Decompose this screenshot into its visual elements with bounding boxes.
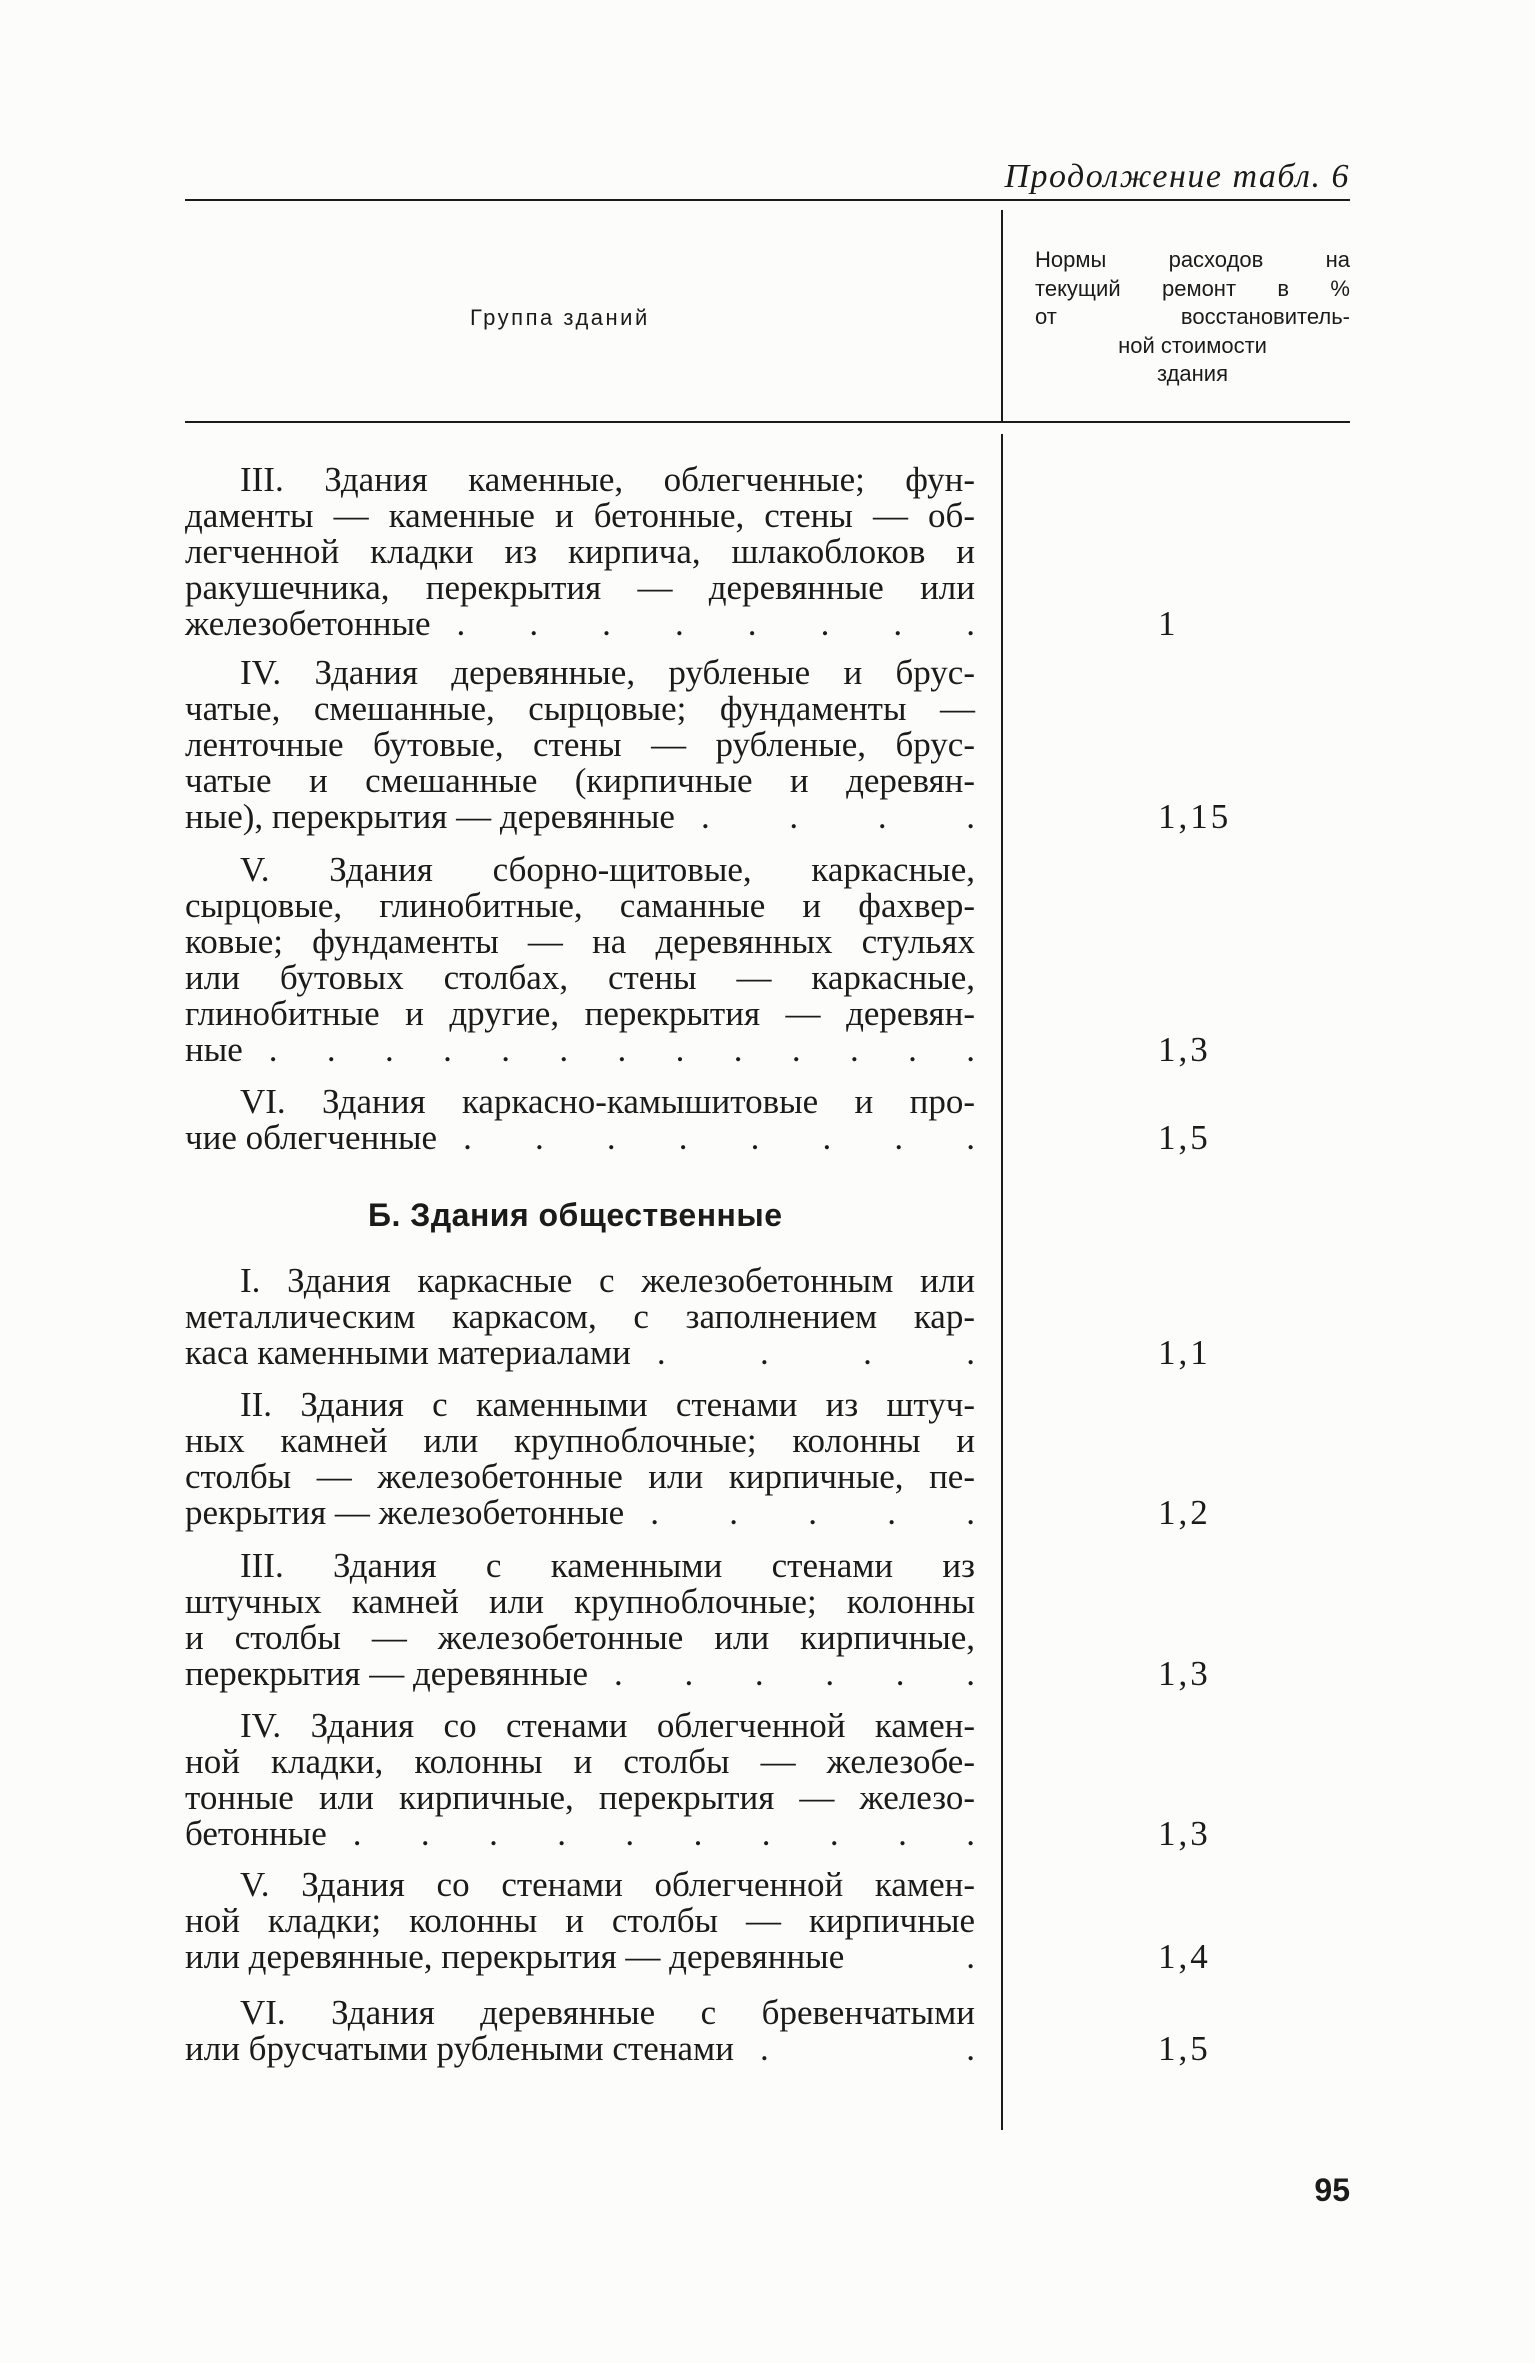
dot-leader: . .	[759, 2029, 975, 2068]
table-row	[185, 1995, 1350, 2067]
building-group-description	[185, 1548, 975, 1692]
description-line: штучных камней или крупноблочные; колонны	[185, 1582, 975, 1621]
description-line: бетонные	[185, 1814, 327, 1853]
repair-norm-value: 1	[1158, 604, 1179, 643]
building-group-description	[185, 1084, 975, 1156]
dot-leader: . . . .	[700, 797, 975, 836]
header-bottom-rule	[185, 421, 1350, 423]
table-row	[185, 462, 1350, 642]
description-line: ной кладки; колонны и столбы — кирпичные	[185, 1901, 975, 1940]
description-line: ной кладки, колонны и столбы — железобе-	[185, 1742, 975, 1781]
building-group-description	[185, 462, 975, 642]
description-line: III. Здания каменные, облегченные; фун-	[240, 460, 975, 499]
description-line: и столбы — железобетонные или кирпичные,	[185, 1618, 975, 1657]
building-group-description	[185, 1263, 975, 1371]
description-line: сырцовые, глинобитные, саманные и фахвер-	[185, 886, 975, 925]
dot-leader: . . . . . . . . . . . . .	[268, 1030, 975, 1069]
description-line: II. Здания с каменными стенами из штуч-	[240, 1385, 975, 1424]
description-line: I. Здания каркасные с железобетонным или	[240, 1261, 975, 1300]
dot-leader: . . . . . . . . . .	[352, 1814, 975, 1853]
column-header-line: здания	[1156, 361, 1229, 386]
table-row	[185, 1548, 1350, 1692]
description-line: IV. Здания деревянные, рубленые и брус-	[240, 653, 975, 692]
description-last-line	[185, 1656, 975, 1692]
description-line: ные), перекрытия — деревянные	[185, 797, 675, 836]
column-header-repair-norms	[1035, 246, 1350, 389]
building-group-description	[185, 1387, 975, 1531]
table-row	[185, 1708, 1350, 1852]
description-last-line	[185, 1120, 975, 1156]
building-group-description	[185, 655, 975, 835]
description-line: столбы — железобетонные или кирпичные, пе-	[185, 1457, 975, 1496]
description-line: металлическим каркасом, с заполнением кар-	[185, 1297, 975, 1336]
repair-norm-value: 1,3	[1158, 1030, 1211, 1069]
table-row	[185, 655, 1350, 835]
repair-norm-value: 1,3	[1158, 1654, 1211, 1693]
column-header-line: от восстановитель-	[1035, 304, 1350, 329]
description-last-line	[185, 1335, 975, 1371]
table-row	[185, 852, 1350, 1068]
table-row	[185, 1387, 1350, 1531]
table-row	[185, 1263, 1350, 1371]
section-heading-public-buildings: Б. Здания общественные	[368, 1197, 783, 1233]
description-line: III. Здания с каменными стенами из	[240, 1546, 975, 1585]
repair-norm-value: 1,5	[1158, 2029, 1211, 2068]
column-header-line: текущий ремонт в %	[1035, 275, 1350, 301]
description-line: ковые; фундаменты — на деревянных стульях	[185, 922, 975, 961]
dot-leader: . . . . . . . .	[463, 1118, 975, 1157]
description-line: глинобитные и другие, перекрытия — деревян-	[185, 994, 975, 1033]
description-line: V. Здания сборно-щитовые, каркасные,	[240, 850, 975, 889]
repair-norm-value: 1,3	[1158, 1814, 1211, 1853]
column-header-line: ной стоимости	[1118, 332, 1267, 358]
description-line: VI. Здания деревянные с бревенчатыми	[240, 1993, 975, 2032]
description-line: ных камней или крупноблочные; колонны и	[185, 1421, 975, 1460]
repair-norm-value: 1,5	[1158, 1118, 1211, 1157]
description-line: V. Здания со стенами облегченной камен-	[240, 1865, 975, 1904]
dot-leader: . . . .	[656, 1333, 975, 1372]
description-line: перекрытия — деревянные	[185, 1654, 588, 1693]
column-header-building-group: Группа зданий	[470, 305, 650, 330]
table-row	[185, 1084, 1350, 1156]
description-line: VI. Здания каркасно-камышитовые и про-	[240, 1082, 975, 1121]
dot-leader: . . . . . .	[614, 1654, 975, 1693]
table-continuation-label: Продолжение табл. 6	[1004, 158, 1350, 195]
building-group-description	[185, 1995, 975, 2067]
column-header-line: Нормы расходов на	[1035, 247, 1350, 272]
description-line: ленточные бутовые, стены — рубленые, брус-	[185, 725, 975, 764]
description-line: чатые, смешанные, сырцовые; фундаменты —	[185, 689, 975, 728]
page-number: 95	[1314, 2172, 1350, 2208]
repair-norm-value: 1,1	[1158, 1333, 1211, 1372]
description-last-line	[185, 799, 975, 835]
building-group-description	[185, 1867, 975, 1975]
description-last-line	[185, 1939, 975, 1975]
description-last-line	[185, 606, 975, 642]
dot-leader: . . . . .	[650, 1493, 975, 1532]
dot-leader: . . . . . . . .	[456, 604, 975, 643]
description-last-line	[185, 2031, 975, 2067]
description-last-line	[185, 1816, 975, 1852]
description-line: или брусчатыми рублеными стенами	[185, 2029, 734, 2068]
building-group-description	[185, 1708, 975, 1852]
table-top-rule	[185, 199, 1350, 201]
description-line: рекрытия — железобетонные	[185, 1493, 625, 1532]
description-line: ные	[185, 1030, 243, 1069]
description-line: чатые и смешанные (кирпичные и деревян-	[185, 761, 975, 800]
description-last-line	[185, 1032, 975, 1068]
header-column-divider	[1001, 210, 1003, 421]
table-row	[185, 1867, 1350, 1975]
description-line: или бутовых столбах, стены — каркасные,	[185, 958, 975, 997]
description-line: каса каменными материалами	[185, 1333, 631, 1372]
description-line: железобетонные	[185, 604, 431, 643]
description-line: тонные или кирпичные, перекрытия — железо-	[185, 1778, 975, 1817]
description-line: даменты — каменные и бетонные, стены — об-	[185, 496, 975, 535]
description-line: или деревянные, перекрытия — деревянные	[185, 1937, 845, 1976]
description-line: ракушечника, перекрытия — деревянные или	[185, 568, 975, 607]
description-line: чие облегченные	[185, 1118, 438, 1157]
repair-norm-value: 1,2	[1158, 1493, 1211, 1532]
dot-leader: .	[966, 1937, 975, 1976]
description-line: легченной кладки из кирпича, шлакоблоков и	[185, 532, 975, 571]
building-group-description	[185, 852, 975, 1068]
description-last-line	[185, 1495, 975, 1531]
repair-norm-value: 1,15	[1158, 797, 1232, 836]
repair-norm-value: 1,4	[1158, 1937, 1211, 1976]
description-line: IV. Здания со стенами облегченной камен-	[240, 1706, 975, 1745]
